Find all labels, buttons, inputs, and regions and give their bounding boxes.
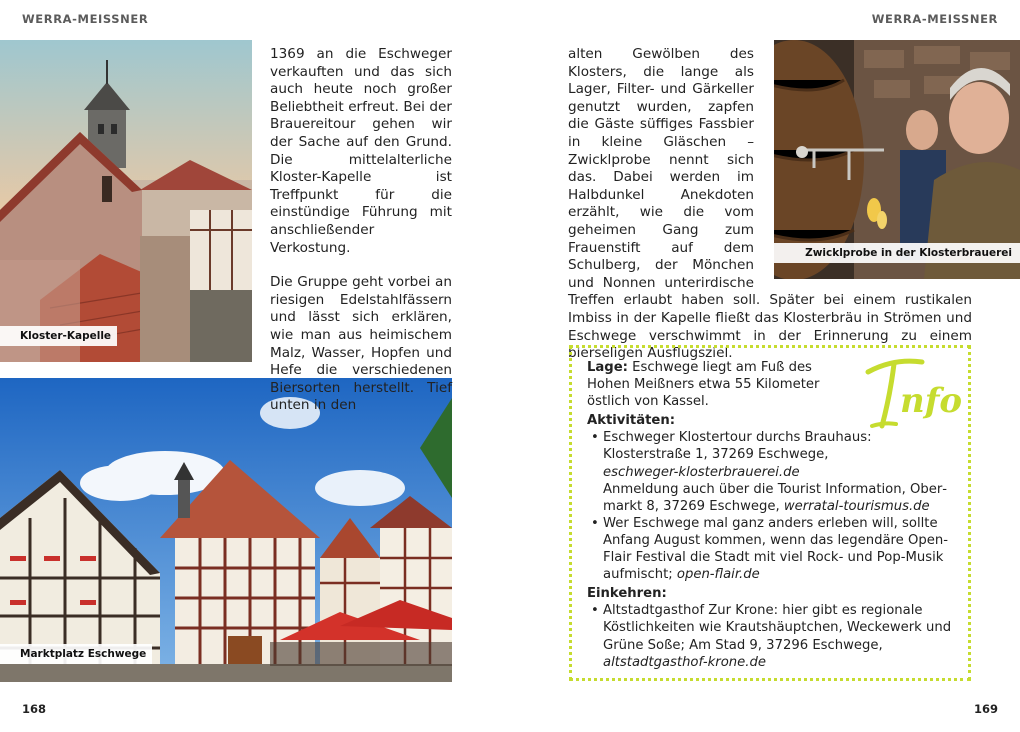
einkehren-list (587, 602, 954, 670)
aktivitaeten-list (587, 429, 954, 583)
akt2-text: Wer Eschwege mal ganz anders erleben will, sollte Anfang August kommen, wenn das legendäre Open-Flair Festival die Stadt mit viel Rock- und Pop-Musik aufmischt; (603, 515, 948, 583)
right-text-column (568, 46, 972, 363)
running-header-right: WERRA-MEISSNER (871, 12, 998, 26)
float-spacer (754, 46, 972, 284)
info-lage (587, 359, 855, 410)
einkehren-heading: Einkehren: (587, 586, 667, 602)
lage-label: Lage: (587, 360, 628, 375)
link-klosterbrauerei[interactable]: eschweger-klosterbrauerei.de (603, 464, 800, 480)
list-item (603, 515, 954, 583)
caption-zwicklprobe: Zwicklprobe in der Klosterbrauerei (774, 243, 1020, 263)
left-paragraph-2: Die Gruppe geht vorbei an riesigen Edelstahlfässern und lässt sich erklären, wie man aus heimischem Malz, Wasser, Hopfen und Hefe die verschiedenen Biersorten herstellt. Tief unten in den (270, 274, 452, 414)
link-open-flair[interactable]: open-flair.de (676, 567, 760, 583)
info-logo-text: nfo (900, 381, 963, 421)
left-paragraph-1: 1369 an die Eschweger verkauften und das sich auch heute noch großer Beliebtheit erfreut. Bei der Brauereitour gehen wir der Sache auf den Grund. Die mittelalterliche Kloster-Kapelle ist Treffpunkt für die einstündige Führung mit anschließender Verkostung. (270, 46, 452, 256)
caption-kloster-kapelle: Kloster-Kapelle (0, 326, 117, 346)
right-paragraph: alten Gewölben des Klosters, die lange als Lager, Filter- und Gärkeller genutzt wurden, zapfen die Gäste süffiges Fassbier in kleine Gläschen – Zwicklprobe nennt sich das. Dabei werden im Halbdunkel Anekdoten erzählt, wie die vom geheimen Gang zum Frauenstift auf dem Schulberg, der Mönchen und Nonnen unterirdische Treffen erlaubt haben soll. Später bei einem rustikalen Imbiss in der Kapelle fließt das Klosterbräu in Strömen und Eschwege verschwimmt in der Erinnerung zu einem bierseligen Ausflugsziel. (568, 46, 972, 362)
page-number-left: 168 (22, 702, 47, 716)
info-logo-icon (864, 350, 969, 434)
left-text-column (270, 46, 452, 415)
link-werratal-tourismus[interactable]: werratal-tourismus.de (783, 498, 930, 514)
photo-marktplatz (0, 378, 452, 682)
aktivitaeten-heading: Aktivitäten: (587, 413, 676, 429)
akt1-text: Eschweger Klostertour durchs Brauhaus: Klosterstraße 1, 37269 Eschwege, (603, 430, 872, 463)
lage-text: Eschwege liegt am Fuß des Hohen Meißners etwa 55 Kilometer östlich von Kassel. (587, 360, 820, 410)
list-item (603, 429, 954, 514)
caption-marktplatz: Marktplatz Eschwege (0, 644, 152, 664)
akt1-text2: Anmeldung auch über die Tourist Information, Obermarkt 8, 37269 Eschwege, (603, 481, 948, 514)
running-header-left: WERRA-MEISSNER (22, 12, 149, 26)
link-altstadtgasthof[interactable]: altstadtgasthof-krone.de (603, 654, 766, 670)
list-item (603, 602, 954, 670)
eink1-text: Altstadtgasthof Zur Krone: hier gibt es regionale Köstlichkeiten wie Krautshäuptchen, Weckewerk und Grüne Soße; Am Stad 9, 37296 Eschwege, (603, 603, 952, 653)
photo-kloster-kapelle (0, 40, 252, 362)
page-number-right: 169 (973, 702, 998, 716)
